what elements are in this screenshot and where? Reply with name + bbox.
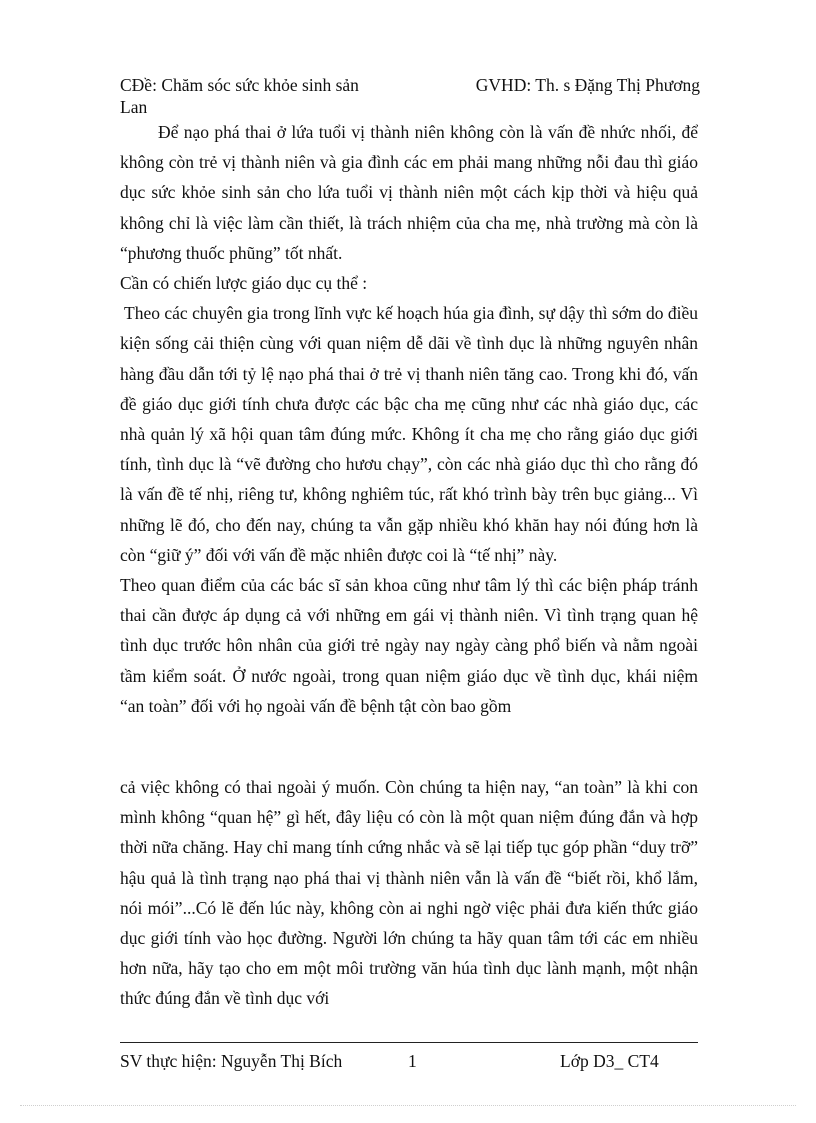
paragraph-continuation: cả việc không có thai ngoài ý muốn. Còn chúng ta hiện nay, “an toàn” là khi con mình không “quan hệ” gì hết, đây liệu có còn là một quan niệm đúng đắn và hợp thời nữa chăng. Hay chỉ mang tính cứng nhắc và sẽ lại tiếp tục góp phần “duy trỡ” hậu quả là tình trạng nạo phá thai vị thành niên vẫn là vấn đề “biết rồi, khổ lắm, nói mói”...Có lẽ đến lúc này, không còn ai nghi ngờ việc phải đưa kiến thức giáo dục giới tính vào học đường. Người lớn chúng ta hãy quan tâm tới các em nhiều hơn nữa, hãy tạo cho em một môi trường văn húa tình dục lành mạnh, một nhận thức đúng đắn về tình dục với	[120, 777, 698, 1009]
paragraph-intro: Để nạo phá thai ở lứa tuổi vị thành niên không còn là vấn đề nhức nhối, để không còn trẻ vị thành niên và gia đình các em phải mang những nỗi đau thì giáo dục sức khỏe sinh sản cho lứa tuổi vị thành niên một cách kịp thời và hiệu quả không chỉ là việc làm cần thiết, là trách nhiệm của cha mẹ, nhà trường mà còn là “phương thuốc phũng” tốt nhất.	[120, 122, 698, 263]
page-header	[120, 74, 700, 118]
header-advisor: GVHD: Th. s Đặng Thị Phương	[475, 75, 700, 95]
footer-student: SV thực hiện: Nguyễn Thị Bích	[120, 1051, 343, 1071]
paragraph-experts: Theo các chuyên gia trong lĩnh vực kế hoạch húa gia đình, sự dậy thì sớm do điều kiện sống cải thiện cùng với quan niệm dễ dãi về tình dục là những nguyên nhân hàng đầu dẫn tới tỷ lệ nạo phá thai ở trẻ vị thanh niên tăng cao. Trong khi đó, vấn đề giáo dục giới tính chưa được các bậc cha mẹ cũng như các nhà giáo dục, các nhà quản lý xã hội quan tâm đúng mức. Không ít cha mẹ cho rằng giáo dục giới tính, tình dục là “vẽ đường cho hươu chạy”, còn các nhà giáo dục thì cho rằng đó là vấn đề tế nhị, riêng tư, không nghiêm túc, rất khó trình bày trên bục giảng... Vì những lẽ đó, cho đến nay, chúng ta vẫn gặp nhiều khó khăn hay nói đúng hơn là còn “giữ ý” đối với vấn đề mặc nhiên được coi là “tế nhị” này.	[120, 303, 698, 565]
footer-page-number: 1	[408, 1051, 417, 1071]
header-advisor-wrap: Lan	[120, 97, 148, 117]
header-line	[120, 74, 700, 96]
footer-divider	[120, 1042, 698, 1043]
footer-class: Lớp D3_ CT4	[560, 1051, 659, 1071]
paragraph-doctors: Theo quan điểm của các bác sĩ sản khoa cũng như tâm lý thì các biện pháp tránh thai cần được áp dụng cả với những em gái vị thành niên. Vì tình trạng quan hệ tình dục trước hôn nhân của giới trẻ ngày nay ngày càng phổ biến và nằm ngoài tầm kiểm soát. Ở nước ngoài, trong quan niệm giáo dục về tình dục, khái niệm “an toàn” đối với họ ngoài vấn đề bệnh tật còn bao gồm	[120, 575, 698, 716]
body-text-top	[120, 117, 698, 721]
header-topic: CĐề: Chăm sóc sức khỏe sinh sản	[120, 75, 359, 95]
paragraph-strategy-heading: Cần có chiến lược giáo dục cụ thể :	[120, 273, 368, 294]
body-text-bottom	[120, 772, 698, 1014]
page-bottom-border	[20, 1105, 796, 1106]
